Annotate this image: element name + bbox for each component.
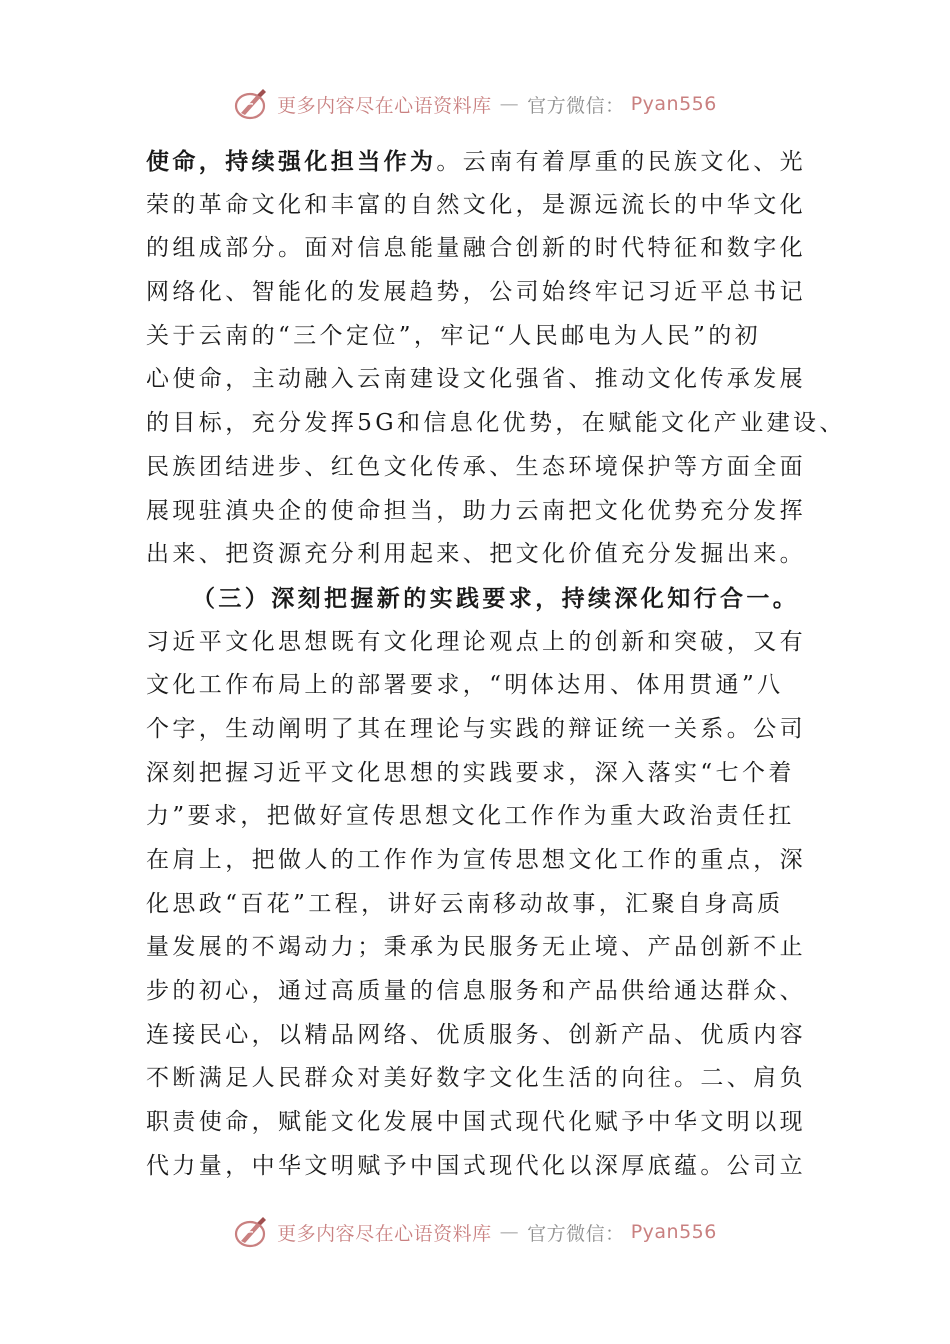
text-line: 荣的革命文化和丰富的自然文化，是源远流长的中华文化 [146,191,806,218]
text-line: 力”要求，把做好宣传思想文化工作作为重大政治责任扛 [146,803,795,830]
watermark-separator: — [499,1221,520,1243]
text-line: 心使命，主动融入云南建设文化强省、推动文化传承发展 [146,366,806,393]
text-line: 不断满足人民群众对美好数字文化生活的向往。二、肩负 [146,1065,806,1092]
text-line: 代力量，中华文明赋予中国式现代化以深厚底蕴。公司立 [146,1152,806,1179]
line-rest: 。云南有着厚重的民族文化、光 [436,149,807,175]
text-line [146,140,810,184]
text-line: 深刻把握习近平文化思想的实践要求，深入落实“七个着 [146,759,795,786]
text-line: 连接民心，以精品网络、优质服务、创新产品、优质内容 [146,1021,806,1048]
text-line: 职责使命，赋能文化发展中国式现代化赋予中华文明以现 [146,1109,806,1136]
text-line: 的组成部分。面对信息能量融合创新的时代特征和数字化 [146,235,806,262]
watermark-text: 更多内容尽在心语资料库 [277,94,492,117]
section-heading: （三）深刻把握新的实践要求，持续深化知行合一。 [192,584,800,612]
text-line: 出来、把资源充分利用起来、把文化价值充分发掘出来。 [146,541,806,568]
text-line: 民族团结进步、红色文化传承、生态环境保护等方面全面 [146,453,806,480]
text-line: 量发展的不竭动力；秉承为民服务无止境、产品创新不止 [146,934,806,961]
watermark-wechat-id: Pyan556 [630,93,717,115]
header-watermark [0,84,950,124]
pen-logo-icon [233,1214,271,1250]
pen-logo-icon [233,86,271,122]
text-line: 的目标，充分发挥5G和信息化优势，在赋能文化产业建设、 [146,410,846,437]
bold-lead: 使命，持续强化担当作为 [146,148,437,175]
text-line: 展现驻滇央企的使命担当，助力云南把文化优势充分发挥 [146,497,806,524]
document-body [146,140,846,1189]
text-line: 个字，生动阐明了其在理论与实践的辩证统一关系。公司 [146,715,806,742]
text-line: 化思政“百花”工程，讲好云南移动故事，汇聚自身高质 [146,890,784,917]
watermark-wechat-id: Pyan556 [630,1221,717,1243]
watermark-official-label: 官方微信： [527,1222,625,1245]
text-line: 文化工作布局上的部署要求，“明体达用、体用贯通”八 [146,672,784,699]
footer-watermark [0,1212,950,1252]
watermark-text: 更多内容尽在心语资料库 [277,1222,492,1245]
text-line: 步的初心，通过高质量的信息服务和产品供给通达群众、 [146,978,806,1005]
text-line: 网络化、智能化的发展趋势，公司始终牢记习近平总书记 [146,279,806,306]
text-line: 关于云南的“三个定位”，牢记“人民邮电为人民”的初 [146,322,762,349]
watermark-separator: — [499,93,520,115]
watermark-official-label: 官方微信： [527,94,625,117]
text-line: 习近平文化思想既有文化理论观点上的创新和突破，又有 [146,628,806,655]
text-line: 在肩上，把做人的工作作为宣传思想文化工作的重点，深 [146,847,806,873]
